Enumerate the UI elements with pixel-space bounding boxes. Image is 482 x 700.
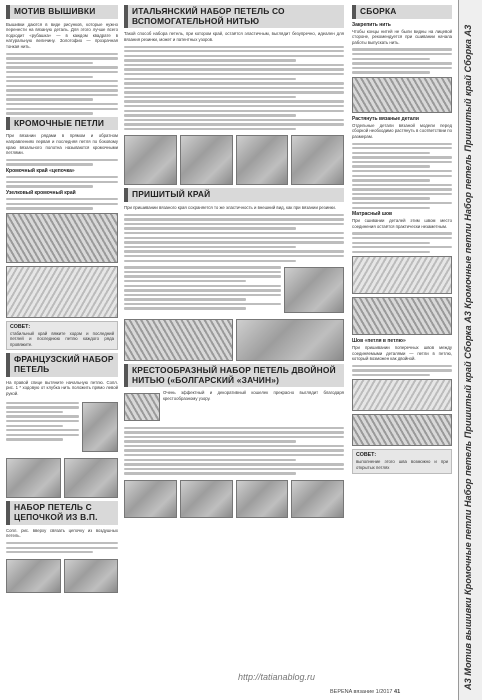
italian-cast-on-text: Такой способ набора петель, при котором край, остаётся эластичным, выглядит безупречно, идеален для вязания резинки, может и патентных узоров. [124, 31, 344, 42]
chain-edge-subheading: Кромочный край «цепочка» [6, 167, 75, 174]
sewn-edge-photo-1 [284, 267, 344, 313]
italian-cast-on-photo-3 [236, 135, 289, 185]
side-banner [458, 0, 482, 700]
heading-sewn-edge: ПРИШИТЫЙ КРАЙ [124, 188, 344, 202]
bulgarian-cast-on-photo-3 [236, 480, 289, 518]
italian-cast-on-photo-4 [291, 135, 344, 185]
bulgarian-cast-on-photo-2 [180, 480, 233, 518]
loop-stitch-photo-1 [352, 379, 452, 411]
watermark-url: http://tatianablog.ru [238, 672, 316, 682]
mattress-stitch-photo-1 [352, 256, 452, 294]
heading-chain-cast-on: НАБОР ПЕТЕЛЬ С ЦЕПОЧКОЙ ИЗ В.П. [6, 501, 118, 524]
tip-title-right: СОВЕТ: [356, 452, 377, 459]
knot-edge-subheading: Узелковый кромочный край [6, 189, 76, 196]
french-cast-on-photo-2 [6, 458, 61, 498]
tip-box-left [6, 321, 118, 351]
sewn-edge-photo-3 [236, 319, 345, 361]
chain-cast-on-text: Сопл. рис. вверху связать цепочку из воздушных петель. [6, 527, 118, 539]
column-left [6, 5, 118, 596]
fasten-thread-subheading: Закрепить нить [352, 21, 391, 28]
stretch-pieces-text: Отдельные детали вязаной модели перед сборкой необходимо растянуть в соответствии по размерам. [352, 122, 452, 139]
fasten-thread-text: Чтобы концы нитей не были видны на лицевой стороне, рекомендуется при сшивании начала работы выпускать нить. [352, 28, 452, 45]
tip-title: СОВЕТ: [10, 323, 31, 330]
french-cast-on-text: На правой спице вытяните начальную петлю. Сопл. рис. 1 * ходовую от клубка нить положить прямо левой рукой. [6, 379, 118, 396]
page-number: 41 [394, 689, 401, 695]
tip-text: стабильный край вяжите ходом и последний петлей и последнюю петлю каждого ряда провяжите. [10, 330, 114, 347]
sewn-edge-photo-2 [124, 319, 233, 361]
magazine-name: ВЕРENA вязание 1/2017 [330, 689, 393, 695]
loop-stitch-text: При пришивании поперечных швов между соединяемыми деталями — петли в петлю, который возможен как двойной. [352, 345, 452, 362]
page-footer [330, 689, 400, 695]
fasten-thread-photo [352, 77, 452, 113]
loop-stitch-photo-2 [352, 414, 452, 446]
edge-stitch-photo-2 [6, 266, 118, 318]
heading-assembly: СБОРКА [352, 5, 452, 19]
chain-cast-on-photo-2 [64, 559, 119, 593]
bulgarian-cast-on-photo-1 [124, 480, 177, 518]
heading-bulgarian-cast-on: КРЕСТООБРАЗНЫЙ НАБОР ПЕТЕЛЬ ДВОЙНОЙ НИТЬЮ («БОЛГАРСКИЙ «ЗАЧИН») [124, 364, 344, 387]
bulgarian-cast-on-text: Очень эффектный и декоративный кошелек прекрасно выглядит благодаря крестообразному узору. [163, 390, 344, 401]
heading-edge-stitches: КРОМОЧНЫЕ ПЕТЛИ [6, 117, 118, 131]
edge-stitches-text: При вязании рядами в прямом и обратном направлениях первая и последняя петля по боковому краю вязального полотна называются кромочными петлями. [6, 133, 118, 156]
mattress-stitch-photo-2 [352, 297, 452, 335]
loop-stitch-subheading: Шов «петля в петлю» [352, 338, 406, 345]
bulgarian-cast-on-thumb [124, 393, 160, 421]
italian-cast-on-photo-2 [180, 135, 233, 185]
column-right [352, 5, 452, 477]
sewn-edge-text: При пришивании вязаного края сохраняется то же эластичность и внешний вид, как при вязании резинки. [124, 205, 336, 211]
heading-embroidery: МОТИВ ВЫШИВКИ [6, 5, 118, 19]
heading-italian-cast-on: ИТАЛЬЯНСКИЙ НАБОР ПЕТЕЛЬ СО ВСПОМОГАТЕЛЬНОЙ НИТЬЮ [124, 5, 344, 28]
italian-cast-on-photo-1 [124, 135, 177, 185]
tip-text-right: выполнение этого шва возможно и при открытых петлях [356, 459, 448, 470]
stretch-pieces-subheading: Растянуть вязаные детали [352, 115, 419, 122]
mattress-stitch-text: При сшивании деталей этим швом место соединения остаётся практически незаметным. [352, 218, 452, 229]
column-middle [124, 5, 344, 521]
french-cast-on-photo-1 [82, 402, 118, 452]
bulgarian-cast-on-photo-4 [291, 480, 344, 518]
embroidery-text: Вышивки даются в виде рисунков, которые нужно перенести на вязаную деталь. Для этого лучше всего подходит «рубашка» — в каждом квадрате в натуральную величину. Золотофио — прозрачная тонкая нить. [6, 21, 118, 50]
tip-box-right [352, 449, 452, 473]
mattress-stitch-subheading: Матрасный шов [352, 211, 393, 218]
french-cast-on-photo-3 [64, 458, 119, 498]
heading-french-cast-on: ФРАНЦУЗСКИЙ НАБОР ПЕТЕЛЬ [6, 353, 118, 376]
side-banner-text: А3 Мотив вышивки Кромочные петли Набор петель Пришитый край Сборка А3 Кромочные петли Набор петель Пришитый край Сборка А3 [463, 24, 473, 690]
chain-cast-on-photo-1 [6, 559, 61, 593]
edge-stitch-photo [6, 213, 118, 263]
